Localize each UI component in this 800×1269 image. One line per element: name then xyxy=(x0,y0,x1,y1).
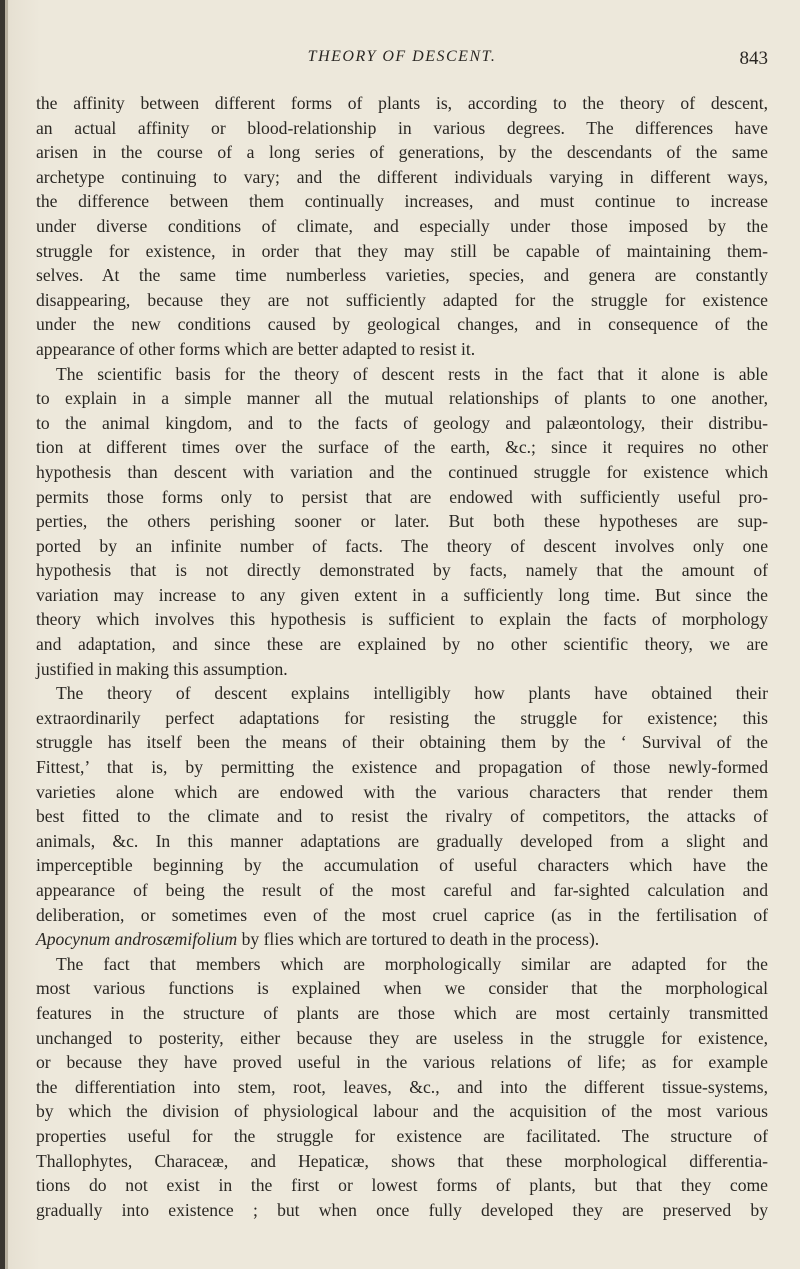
text-line: perties, the others perishing sooner or later. But both these hypotheses are sup- xyxy=(36,511,768,532)
text-line: struggle has itself been the means of their obtaining them by the ‘ Survival of the xyxy=(36,732,768,753)
text-line: hypothesis that is not directly demonstrated by facts, namely that the amount of xyxy=(36,560,768,581)
text-line: tion at different times over the surface of the earth, &c.; since it requires no other xyxy=(36,437,768,458)
running-title: THEORY OF DESCENT. xyxy=(307,48,497,65)
text-line: and adaptation, and since these are explained by no other scientific theory, we are xyxy=(36,634,768,655)
species-name: Apocynum androsæmifolium xyxy=(36,929,238,950)
text-line: variation may increase to any given extent in a sufficiently long time. But since the xyxy=(36,584,768,605)
text-line: struggle for existence, in order that they may still be capable of maintaining them- xyxy=(36,240,768,261)
text-line: the affinity between different forms of plants is, according to the theory of descent, xyxy=(36,93,768,113)
text-line: archetype continuing to vary; and the different individuals varying in different ways, xyxy=(36,166,768,187)
page-number: 843 xyxy=(739,48,768,69)
text-line: best fitted to the climate and to resist the rivalry of competitors, the attacks of xyxy=(36,806,768,827)
text-line: Fittest,’ that is, by permitting the existence and propagation of those newly-formed xyxy=(36,757,768,778)
text-line: varieties alone which are endowed with the various characters that render them xyxy=(36,781,768,802)
text-line: or because they have proved useful in the various relations of life; as for example xyxy=(36,1052,768,1073)
text-line: the differentiation into stem, root, leaves, &c., and into the different tissue-systems, xyxy=(36,1076,768,1097)
text-line: Thallophytes, Characeæ, and Hepaticæ, shows that these morphological differentia- xyxy=(36,1150,768,1171)
paragraph-start-line: The scientific basis for the theory of descent rests in the fact that it alone is able xyxy=(56,363,768,384)
text-line: tions do not exist in the first or lowest forms of plants, but that they come xyxy=(36,1175,768,1196)
text-line: extraordinarily perfect adaptations for resisting the struggle for existence; this xyxy=(36,707,768,728)
text-line: hypothesis than descent with variation and the continued struggle for existence which xyxy=(36,461,768,482)
text-line: an actual affinity or blood-relationship in various degrees. The differences have xyxy=(36,117,768,138)
paragraph-start-line: The fact that members which are morphologically similar are adapted for the xyxy=(56,953,768,974)
text-line: to explain in a simple manner all the mutual relationships of plants to one another, xyxy=(36,388,768,409)
page-header xyxy=(36,48,768,78)
text-line: to the animal kingdom, and to the facts of geology and palæontology, their distribu- xyxy=(36,412,768,433)
body-text xyxy=(36,91,768,1222)
text-line: theory which involves this hypothesis is sufficient to explain the facts of morphology xyxy=(36,609,768,630)
text-line: animals, &c. In this manner adaptations are gradually developed from a slight and xyxy=(36,830,768,851)
text-line: properties useful for the struggle for existence are facilitated. The structure of xyxy=(36,1125,768,1146)
text-line: selves. At the same time numberless varieties, species, and genera are constantly xyxy=(36,265,768,286)
text-line-with-species-name xyxy=(36,927,768,952)
text-line: permits those forms only to persist that are endowed with sufficiently useful pro- xyxy=(36,486,768,507)
text-line: disappearing, because they are not sufficiently adapted for the struggle for existence xyxy=(36,289,768,310)
text-line: arisen in the course of a long series of generations, by the descendants of the same xyxy=(36,142,768,163)
text-line: ported by an infinite number of facts. The theory of descent involves only one xyxy=(36,535,768,556)
text-line: appearance of other forms which are better adapted to resist it. xyxy=(36,338,476,359)
paragraph-start-line: The theory of descent explains intelligibly how plants have obtained their xyxy=(56,683,768,704)
text-line: imperceptible beginning by the accumulation of useful characters which have the xyxy=(36,855,768,876)
text-line: by which the division of physiological labour and the acquisition of the most various xyxy=(36,1101,768,1122)
page-binding-shadow xyxy=(5,0,8,1269)
text-line: gradually into existence ; but when once fully developed they are preserved by xyxy=(36,1199,768,1220)
text-line: features in the structure of plants are those which are most certainly transmitted xyxy=(36,1002,768,1023)
text-fragment: by flies which are tortured to death in the process). xyxy=(237,929,600,950)
text-line: unchanged to posterity, either because they are useless in the struggle for existence, xyxy=(36,1027,768,1048)
text-line: most various functions is explained when we consider that the morphological xyxy=(36,978,768,999)
text-line: deliberation, or sometimes even of the most cruel caprice (as in the fertilisation of xyxy=(36,904,768,925)
text-line: appearance of being the result of the most careful and far-sighted calculation and xyxy=(36,880,768,900)
text-line: under the new conditions caused by geological changes, and in consequence of the xyxy=(36,314,768,335)
text-line: justified in making this assumption. xyxy=(36,658,288,679)
text-line: under diverse conditions of climate, and especially under those imposed by the xyxy=(36,215,768,236)
text-line: the difference between them continually increases, and must continue to increase xyxy=(36,191,768,212)
